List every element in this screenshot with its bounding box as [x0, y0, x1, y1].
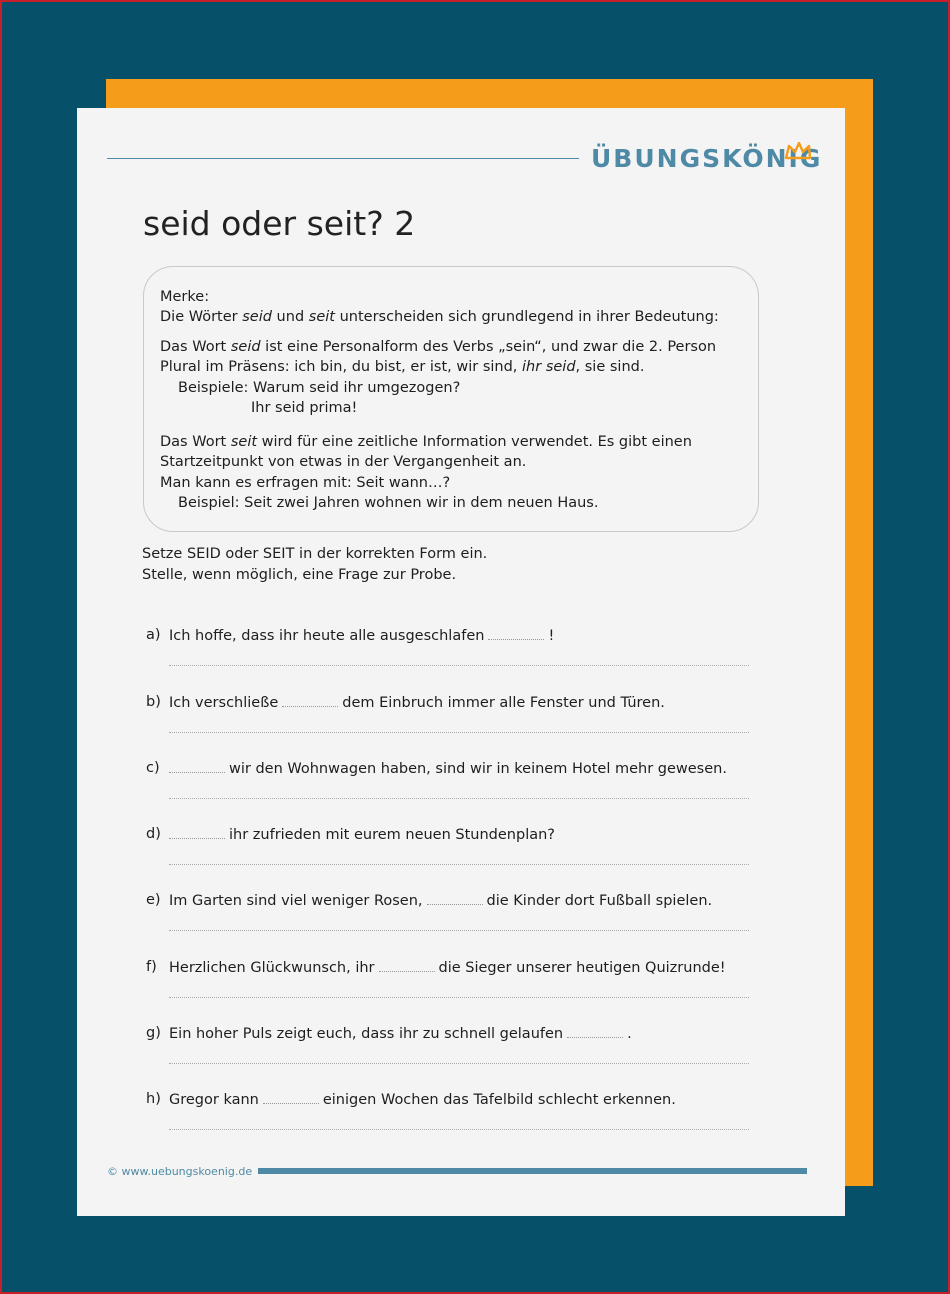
seid-definition-2: Plural im Präsens: ich bin, du bist, er ist, wir sind, ihr seid, sie sind.: [160, 359, 645, 375]
answer-line[interactable]: [169, 930, 749, 931]
answer-line[interactable]: [169, 1129, 749, 1130]
header-rule: [107, 158, 579, 159]
task-d: [146, 826, 750, 876]
blank-field[interactable]: [263, 1091, 319, 1104]
blank-field[interactable]: [169, 826, 225, 839]
task-text: Gregor kann einigen Wochen das Tafelbild schlecht erkennen.: [169, 1092, 676, 1108]
merke-box: [143, 266, 759, 532]
instruction-line-2: Stelle, wenn möglich, eine Frage zur Probe.: [142, 567, 457, 583]
seit-definition-2: Startzeitpunkt von etwas in der Vergangenheit an.: [160, 454, 527, 470]
task-c: [146, 760, 750, 810]
page-title: seid oder seit? 2: [143, 204, 416, 243]
task-label: a): [146, 627, 161, 643]
answer-line[interactable]: [169, 1063, 749, 1064]
task-text: Ich hoffe, dass ihr heute alle ausgeschlafen !: [169, 628, 555, 644]
task-text: wir den Wohnwagen haben, sind wir in keinem Hotel mehr gewesen.: [169, 760, 727, 777]
blank-field[interactable]: [488, 627, 544, 640]
task-h: [146, 1091, 750, 1141]
task-label: f): [146, 959, 157, 975]
instruction-line-1: Setze SEID oder SEIT in der korrekten Form ein.: [142, 546, 488, 562]
task-b: [146, 694, 750, 744]
task-label: d): [146, 826, 161, 842]
task-label: b): [146, 694, 161, 710]
blank-field[interactable]: [567, 1025, 623, 1038]
task-f: [146, 959, 750, 1009]
seid-definition-1: Das Wort seid ist eine Personalform des Verbs „sein“, und zwar die 2. Person: [160, 339, 717, 355]
brand-logo: ÜBUNGSKÖNIG: [591, 144, 823, 173]
merke-intro: Die Wörter seid und seit unterscheiden sich grundlegend in ihrer Bedeutung:: [160, 309, 719, 325]
task-text: ihr zufrieden mit eurem neuen Stundenplan?: [169, 826, 555, 843]
blank-field[interactable]: [427, 892, 483, 905]
task-text: Ein hoher Puls zeigt euch, dass ihr zu schnell gelaufen .: [169, 1026, 632, 1042]
answer-line[interactable]: [169, 997, 749, 998]
task-label: h): [146, 1091, 161, 1107]
task-text: Herzlichen Glückwunsch, ihr die Sieger unserer heutigen Quizrunde!: [169, 960, 726, 976]
task-text: Im Garten sind viel weniger Rosen, die Kinder dort Fußball spielen.: [169, 893, 713, 909]
answer-line[interactable]: [169, 798, 749, 799]
task-text: Ich verschließe dem Einbruch immer alle Fenster und Türen.: [169, 695, 665, 711]
blank-field[interactable]: [169, 760, 225, 773]
task-label: e): [146, 892, 161, 908]
task-label: c): [146, 760, 160, 776]
worksheet: [77, 108, 845, 1216]
blank-field[interactable]: [379, 959, 435, 972]
task-g: [146, 1025, 750, 1075]
blank-field[interactable]: [282, 694, 338, 707]
task-label: g): [146, 1025, 161, 1041]
task-e: [146, 892, 750, 942]
footer-bar: [258, 1168, 807, 1174]
seit-definition-1: Das Wort seit wird für eine zeitliche Information verwendet. Es gibt einen: [160, 434, 692, 450]
crown-icon: [784, 142, 812, 160]
answer-line[interactable]: [169, 864, 749, 865]
instructions: [142, 544, 487, 586]
footer-url[interactable]: © www.uebungskoenig.de: [107, 1165, 253, 1178]
task-a: [146, 627, 750, 677]
answer-line[interactable]: [169, 665, 749, 666]
answer-line[interactable]: [169, 732, 749, 733]
seid-example-1: Beispiele: Warum seid ihr umgezogen?: [178, 380, 461, 396]
merke-heading: Merke:: [160, 289, 210, 305]
seit-definition-3: Man kann es erfragen mit: Seit wann…?: [160, 475, 451, 491]
seid-example-2: Ihr seid prima!: [251, 400, 358, 416]
seit-example: Beispiel: Seit zwei Jahren wohnen wir in dem neuen Haus.: [178, 495, 599, 511]
